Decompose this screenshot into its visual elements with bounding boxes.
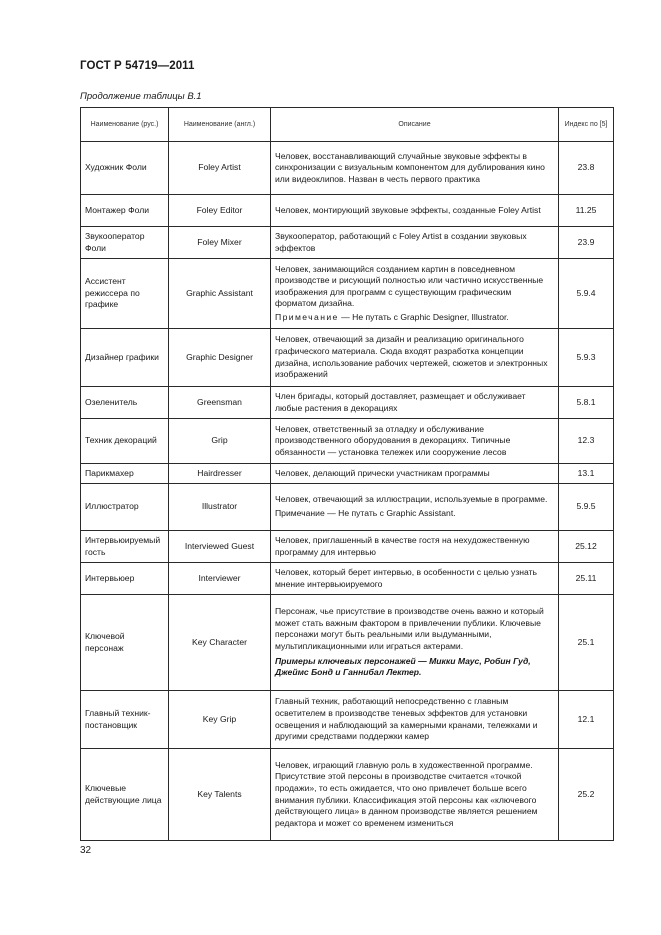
cell-ru: Иллюстратор xyxy=(81,484,169,531)
table-row xyxy=(81,387,614,419)
cell-index: 5.9.5 xyxy=(559,484,614,531)
cell-description: Главный техник, работающий непосредственно с главным осветителем в производстве теневых эффектов для установки освещения и наблюдающий за камерными кранами, тележками и другими средствами поддержки камер xyxy=(271,691,559,749)
cell-index: 25.1 xyxy=(559,595,614,691)
cell-ru: Ассистент режиссера по графике xyxy=(81,259,169,329)
cell-description: Член бригады, который доставляет, размещает и обслуживает любые растения в декорациях xyxy=(271,387,559,419)
cell-en: Key Character xyxy=(169,595,271,691)
cell-index: 13.1 xyxy=(559,464,614,484)
cell-index: 23.9 xyxy=(559,227,614,259)
cell-ru: Звукооператор Фоли xyxy=(81,227,169,259)
cell-description: Человек, отвечающий за дизайн и реализацию оригинального графического материала. Сюда входят разработка концепции дизайна, использование рабочих чертежей, сюжетов и электронных изображений xyxy=(271,329,559,387)
cell-en: Foley Editor xyxy=(169,195,271,227)
note xyxy=(275,312,554,324)
cell-ru: Интервьюируемый гость xyxy=(81,531,169,563)
cell-index: 25.11 xyxy=(559,563,614,595)
cell-index: 25.2 xyxy=(559,749,614,841)
table-header-row xyxy=(81,108,614,142)
description-text: Персонаж, чье присутствие в производстве очень важно и который может стать важным фактором в привлечении публики. Ключевые персонажи могут быть реальными или выдуманными, мультипликационными или играться актерами. xyxy=(275,606,544,651)
table-row xyxy=(81,419,614,464)
cell-en: Key Grip xyxy=(169,691,271,749)
column-header-description: Описание xyxy=(271,108,559,142)
cell-index: 23.8 xyxy=(559,142,614,195)
cell-en: Interviewed Guest xyxy=(169,531,271,563)
table-row xyxy=(81,484,614,531)
cell-index: 25.12 xyxy=(559,531,614,563)
table-row xyxy=(81,259,614,329)
cell-description: Человек, восстанавливающий случайные звуковые эффекты в синхронизации с визуальным компонентом для дублирования кино или видеоклипов. Назван в честь первого практика xyxy=(271,142,559,195)
cell-en: Key Talents xyxy=(169,749,271,841)
cell-description xyxy=(271,595,559,691)
cell-ru: Монтажер Фоли xyxy=(81,195,169,227)
table-row xyxy=(81,329,614,387)
cell-en: Foley Artist xyxy=(169,142,271,195)
cell-index: 5.9.3 xyxy=(559,329,614,387)
table-caption: Продолжение таблицы В.1 xyxy=(80,91,202,102)
cell-ru: Парикмахер xyxy=(81,464,169,484)
cell-description: Звукооператор, работающий с Foley Artist в создании звуковых эффектов xyxy=(271,227,559,259)
terms-table xyxy=(80,107,614,841)
column-header-en: Наименование (англ.) xyxy=(169,108,271,142)
page-number: 32 xyxy=(80,845,92,856)
cell-ru: Ключевые действующие лица xyxy=(81,749,169,841)
cell-ru: Ключевой персонаж xyxy=(81,595,169,691)
note-text: — Не путать с Graphic Designer, Illustrator. xyxy=(338,311,509,322)
table-row xyxy=(81,563,614,595)
table-row xyxy=(81,227,614,259)
cell-en: Interviewer xyxy=(169,563,271,595)
cell-description: Человек, монтирующий звуковые эффекты, созданные Foley Artist xyxy=(271,195,559,227)
table-row xyxy=(81,749,614,841)
table-row xyxy=(81,691,614,749)
cell-en: Grip xyxy=(169,419,271,464)
cell-description: Человек, приглашенный в качестве гостя на нехудожественную программу для интервью xyxy=(271,531,559,563)
cell-description: Человек, ответственный за отладку и обслуживание производственного оборудования в декорациях. Типичные обязанности — установка тележек или сооружение лесов xyxy=(271,419,559,464)
cell-index: 12.1 xyxy=(559,691,614,749)
cell-en: Foley Mixer xyxy=(169,227,271,259)
table-row xyxy=(81,464,614,484)
column-header-ru: Наименование (рус.) xyxy=(81,108,169,142)
cell-description: Человек, который берет интервью, в особенности с целью узнать мнение интервьюируемого xyxy=(271,563,559,595)
cell-ru: Главный техник-постановщик xyxy=(81,691,169,749)
example-text: Примеры ключевых персонажей — Микки Маус, Робин Гуд, Джеймс Бонд и Ганнибал Лектер. xyxy=(275,655,531,678)
cell-description xyxy=(271,484,559,531)
cell-en: Graphic Designer xyxy=(169,329,271,387)
cell-index: 12.3 xyxy=(559,419,614,464)
table-row xyxy=(81,142,614,195)
note-text: Примечание — Не путать с Graphic Assistant. xyxy=(275,508,456,518)
cell-description xyxy=(271,259,559,329)
cell-en: Greensman xyxy=(169,387,271,419)
column-header-index: Индекс по [5] xyxy=(559,108,614,142)
cell-index: 11.25 xyxy=(559,195,614,227)
cell-description: Человек, делающий прически участникам программы xyxy=(271,464,559,484)
cell-en: Illustrator xyxy=(169,484,271,531)
cell-ru: Художник Фоли xyxy=(81,142,169,195)
cell-en: Graphic Assistant xyxy=(169,259,271,329)
table-row xyxy=(81,531,614,563)
cell-ru: Озеленитель xyxy=(81,387,169,419)
cell-ru: Техник декораций xyxy=(81,419,169,464)
table-row xyxy=(81,195,614,227)
description-text: Человек, отвечающий за иллюстрации, используемые в программе. xyxy=(275,494,548,505)
cell-description: Человек, играющий главную роль в художественной программе. Присутствие этой персоны в производстве считается «точкой продажи», то есть ожидается, что оно привлечет больше всего внимания публики. Классификация этой персоны как «ключевого действующего лица» в данном производстве является решением редактора и может со временем измениться xyxy=(271,749,559,841)
cell-ru: Дизайнер графики xyxy=(81,329,169,387)
table-row xyxy=(81,595,614,691)
document-code: ГОСТ Р 54719—2011 xyxy=(80,60,195,72)
cell-ru: Интервьюер xyxy=(81,563,169,595)
cell-index: 5.8.1 xyxy=(559,387,614,419)
note-label: Примечание xyxy=(275,311,339,322)
cell-index: 5.9.4 xyxy=(559,259,614,329)
cell-en: Hairdresser xyxy=(169,464,271,484)
description-text: Человек, занимающийся созданием картин в повседневном производстве и рисующий полностью или частично искусственные изображения для программ с существующим графическим форматом дизайна. xyxy=(275,263,544,309)
